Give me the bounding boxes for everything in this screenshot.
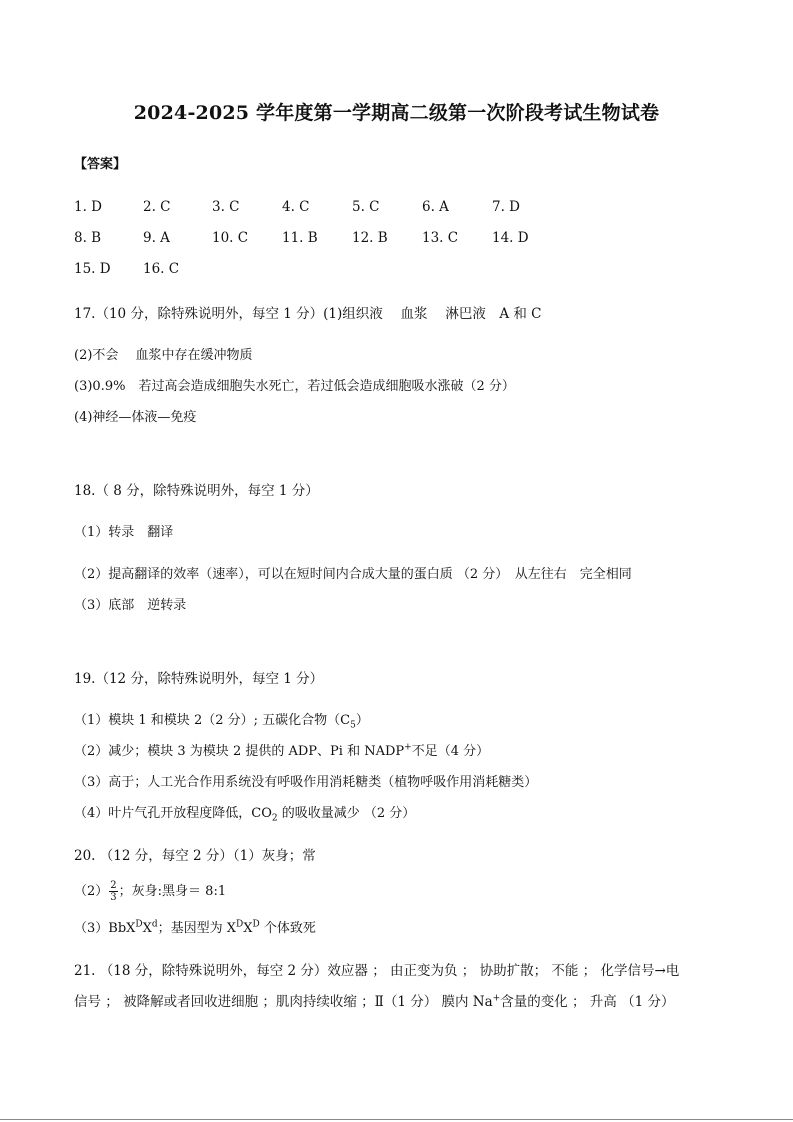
q19-line-2: （2）减少；模块 3 为模块 2 提供的 ADP、Pi 和 NADP+不足（4 分） [74, 742, 490, 759]
choice-answer: 11. B [282, 230, 318, 246]
q21-line-2: 信号 ； 被降解或者回收进细胞 ；肌肉持续收缩 ；Ⅱ（1 分） 膜内 Na+含量的变化 ； 升高 （1 分） [74, 993, 675, 1010]
q19-line-3: （3）高于；人工光合作用系统没有呼吸作用消耗糖类（植物呼吸作用消耗糖类） [74, 775, 538, 790]
choice-answer: 16. C [143, 261, 180, 277]
choice-answer: 10. C [212, 230, 249, 246]
q20-line-2: （2） $\frac{2}{3}$ ；灰身:黑身＝ 8:1 [74, 880, 227, 903]
choice-answer: 9. A [143, 230, 170, 246]
q17-line-4: (4)神经—体液—免疫 [74, 410, 197, 425]
q21-line-1: 21. （18 分，除特殊说明外，每空 2 分）效应器 ； 由正变为负 ； 协助扩散； 不能 ； 化学信号→电 [74, 963, 680, 979]
choice-answer: 5. C [352, 199, 380, 215]
choice-answer: 12. B [352, 230, 388, 246]
choice-answer: 8. B [74, 230, 102, 246]
fraction: $\frac{2}{3}$ [110, 880, 117, 903]
q17-line-3: (3)0.9% 若过高会造成细胞失水死亡，若过低会造成细胞吸水涨破（2 分） [74, 379, 515, 394]
choice-answer: 13. C [422, 230, 459, 246]
q20-heading: 20. （12 分，每空 2 分）（1）灰身；常 [74, 848, 316, 864]
q19-heading: 19.（12 分，除特殊说明外，每空 1 分） [74, 671, 324, 687]
choice-answer: 4. C [282, 199, 310, 215]
bottom-rule [0, 1119, 793, 1120]
q18-line-3: （3）底部 逆转录 [74, 598, 187, 613]
choice-answer: 2. C [143, 199, 171, 215]
q19-line-1: （1）模块 1 和模块 2（2 分）; 五碳化合物$(C_5)$ [74, 713, 369, 731]
page-title: 2024-2025 学年度第一学期高二级第一次阶段考试生物试卷 [133, 102, 660, 124]
choice-answer: 1. D [74, 199, 102, 215]
q17-line-2: (2)不会 血浆中存在缓冲物质 [74, 348, 253, 363]
q18-line-1: （1）转录 翻译 [74, 525, 174, 540]
q20-line-3: $(3)BbX^DX^d$；基因型为 $X^DX^D$ 个体致死 [74, 919, 316, 936]
answer-label: 【答案】 [74, 157, 127, 172]
choice-answer: 15. D [74, 261, 111, 277]
q19-line-4: （4）叶片气孔开放程度降低，$CO_2$ 的吸收量减少 （2 分） [74, 806, 416, 824]
choice-answer: 6. A [422, 199, 449, 215]
q18-heading: 18.（ 8 分，除特殊说明外，每空 1 分） [74, 483, 319, 499]
q18-line-2: （2）提高翻译的效率（速率），可以在短时间内合成大量的蛋白质 （2 分） 从左往右 完全相同 [74, 567, 632, 582]
q17-heading: 17.（10 分，除特殊说明外，每空 1 分）(1)组织液 血浆 淋巴液 A 和 C [74, 306, 542, 322]
choice-answer: 7. D [492, 199, 520, 215]
choice-answer: 14. D [492, 230, 529, 246]
choice-answer: 3. C [212, 199, 240, 215]
